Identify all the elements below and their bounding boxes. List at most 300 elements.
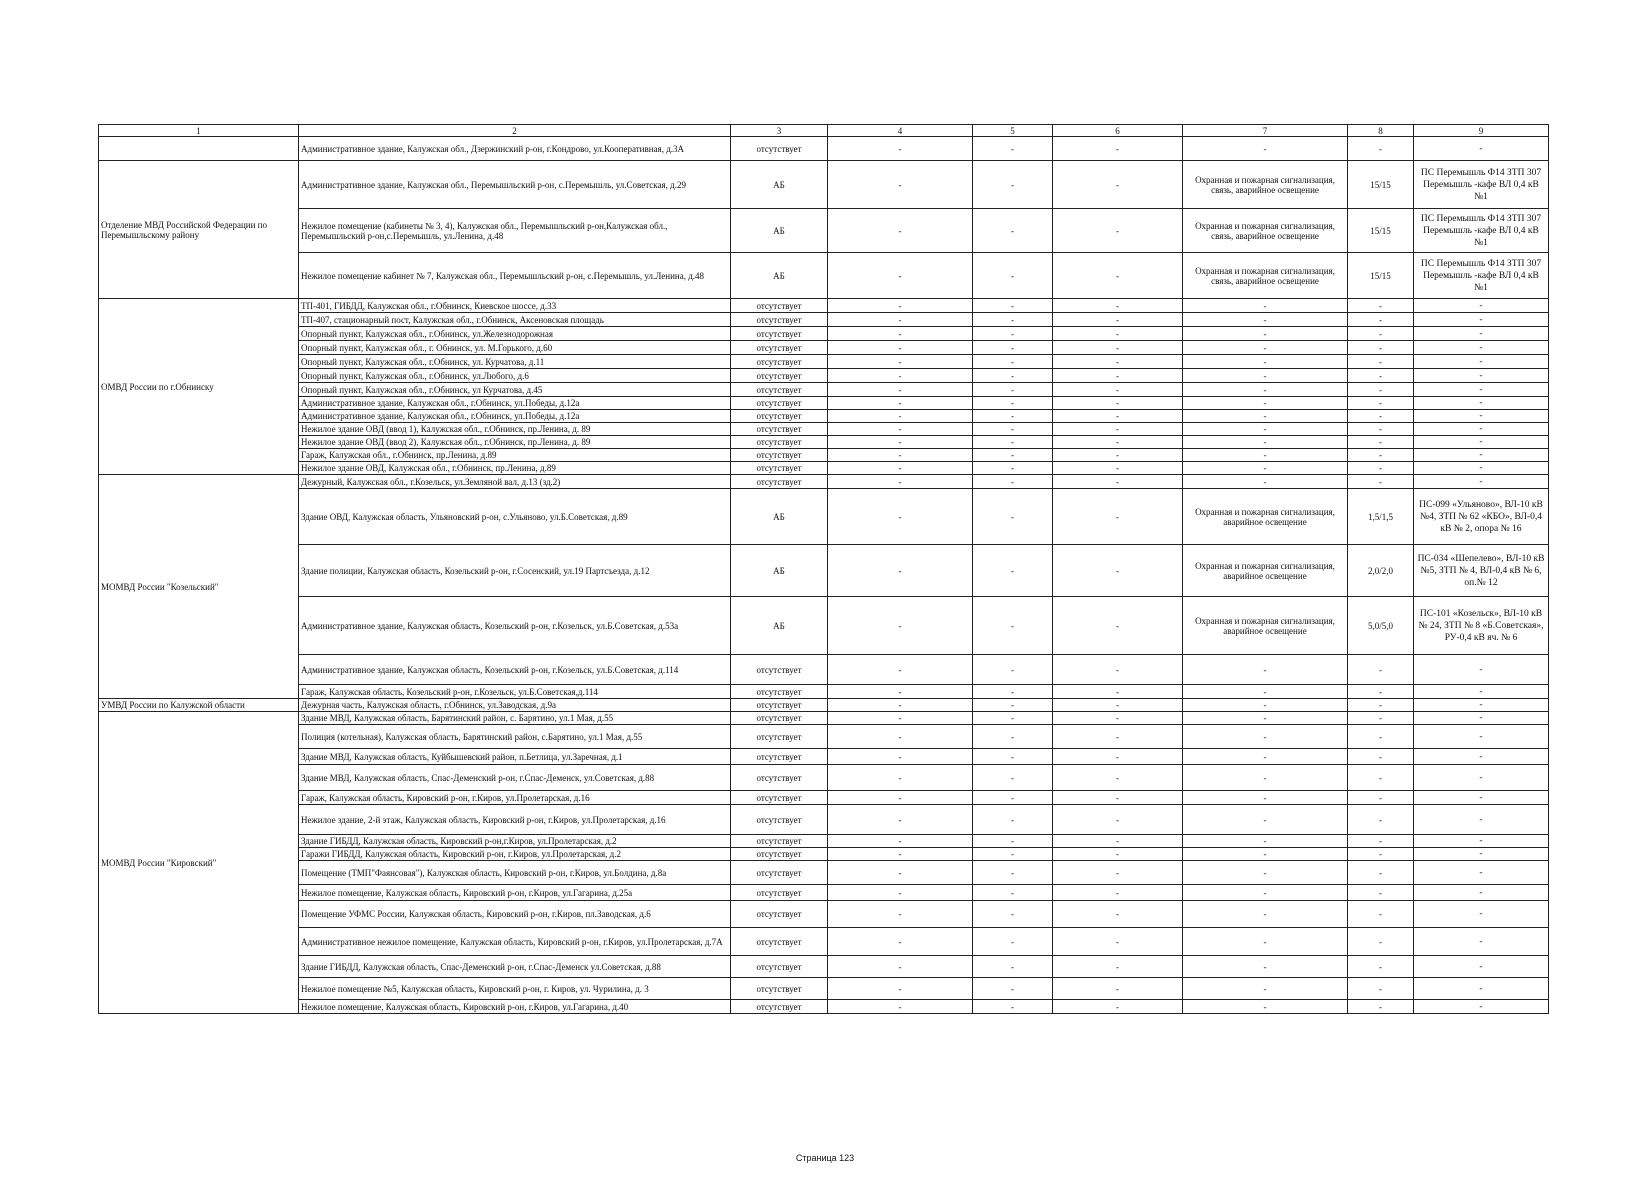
col9-cell: -: [1414, 712, 1549, 725]
address-cell: Помещение (ТМП"Фаянсовая"), Калужская область, Кировский р-он, г.Киров, ул.Болдина, д.8а: [299, 861, 731, 885]
address-cell: Опорный пункт, Калужская обл., г.Обнинск, ул.Железнодорожная: [299, 327, 731, 341]
col7-cell: -: [1183, 685, 1348, 699]
col6-cell: -: [1053, 901, 1183, 928]
col8-cell: -: [1348, 848, 1414, 861]
col3-cell: АБ: [731, 489, 828, 545]
table-row: [99, 725, 1549, 749]
col4-cell: -: [828, 423, 973, 436]
col6-cell: -: [1053, 597, 1183, 655]
table-row: [99, 885, 1549, 901]
col6-cell: -: [1053, 835, 1183, 848]
col6-cell: -: [1053, 137, 1183, 161]
col3-cell: АБ: [731, 209, 828, 253]
address-cell: Нежилое здание ОВД (ввод 1), Калужская обл., г.Обнинск, пр.Ленина, д. 89: [299, 423, 731, 436]
col4-cell: -: [828, 545, 973, 597]
col4-cell: -: [828, 137, 973, 161]
col5-cell: -: [973, 253, 1053, 299]
col6-cell: -: [1053, 861, 1183, 885]
address-cell: Административное здание, Калужская область, Козельский р-он, г.Козельск, ул.Б.Советская, д.53а: [299, 597, 731, 655]
col8-cell: -: [1348, 369, 1414, 383]
col9-cell: -: [1414, 137, 1549, 161]
col6-cell: -: [1053, 161, 1183, 209]
table-row: [99, 475, 1549, 489]
col7-cell: -: [1183, 383, 1348, 397]
col5-cell: -: [973, 545, 1053, 597]
table-row: [99, 299, 1549, 313]
col7-cell: -: [1183, 725, 1348, 749]
col5-cell: -: [973, 901, 1053, 928]
col3-cell: отсутствует: [731, 805, 828, 835]
col3-cell: отсутствует: [731, 475, 828, 489]
column-header: 2: [299, 125, 731, 137]
col7-cell: -: [1183, 397, 1348, 410]
col3-cell: отсутствует: [731, 699, 828, 712]
col7-cell: -: [1183, 655, 1348, 685]
col4-cell: -: [828, 341, 973, 355]
address-cell: Здание ГИБДД, Калужская область, Спас-Деменский р-он, г.Спас-Деменск ул.Советская, д.88: [299, 956, 731, 978]
table-row: [99, 489, 1549, 545]
address-cell: Опорный пункт, Калужская обл., г. Обнинск, ул. М.Горького, д.60: [299, 341, 731, 355]
department-cell: [99, 137, 299, 161]
address-cell: Административное здание, Калужская обл., Дзержинский р-он, г.Кондрово, ул.Кооперативная, д.3А: [299, 137, 731, 161]
col4-cell: -: [828, 791, 973, 805]
col3-cell: отсутствует: [731, 848, 828, 861]
col4-cell: -: [828, 699, 973, 712]
col5-cell: -: [973, 597, 1053, 655]
table-row: [99, 209, 1549, 253]
col5-cell: -: [973, 423, 1053, 436]
data-table: [98, 124, 1549, 1014]
col3-cell: отсутствует: [731, 901, 828, 928]
col6-cell: -: [1053, 462, 1183, 475]
table-row: [99, 848, 1549, 861]
col5-cell: -: [973, 137, 1053, 161]
col8-cell: -: [1348, 423, 1414, 436]
col5-cell: -: [973, 355, 1053, 369]
col9-cell: -: [1414, 462, 1549, 475]
col3-cell: отсутствует: [731, 397, 828, 410]
col7-cell: Охранная и пожарная сигнализация, аварийное освещение: [1183, 545, 1348, 597]
col6-cell: -: [1053, 956, 1183, 978]
address-cell: Нежилое здание ОВД (ввод 2), Калужская обл., г.Обнинск, пр.Ленина, д. 89: [299, 436, 731, 449]
col7-cell: -: [1183, 369, 1348, 383]
table-row: [99, 956, 1549, 978]
col3-cell: отсутствует: [731, 299, 828, 313]
col3-cell: отсутствует: [731, 423, 828, 436]
col8-cell: -: [1348, 462, 1414, 475]
col9-cell: -: [1414, 410, 1549, 423]
col9-cell: -: [1414, 791, 1549, 805]
col3-cell: отсутствует: [731, 137, 828, 161]
col6-cell: -: [1053, 699, 1183, 712]
col6-cell: -: [1053, 299, 1183, 313]
col8-cell: 1,5/1,5: [1348, 489, 1414, 545]
col4-cell: -: [828, 725, 973, 749]
address-cell: Гаражи ГИБДД, Калужская область, Кировский р-он, г.Киров, ул.Пролетарская, д.2: [299, 848, 731, 861]
col7-cell: -: [1183, 749, 1348, 765]
col7-cell: -: [1183, 299, 1348, 313]
col8-cell: -: [1348, 805, 1414, 835]
col5-cell: -: [973, 712, 1053, 725]
col3-cell: отсутствует: [731, 685, 828, 699]
col8-cell: -: [1348, 928, 1414, 956]
address-cell: Административное здание, Калужская обл., г.Обнинск, ул.Победы, д.12а: [299, 397, 731, 410]
col4-cell: -: [828, 835, 973, 848]
table-row: [99, 685, 1549, 699]
col6-cell: -: [1053, 791, 1183, 805]
col6-cell: -: [1053, 848, 1183, 861]
col9-cell: -: [1414, 655, 1549, 685]
col9-cell: -: [1414, 383, 1549, 397]
address-cell: Гараж, Калужская область, Кировский р-он, г.Киров, ул.Пролетарская, д.16: [299, 791, 731, 805]
col3-cell: отсутствует: [731, 861, 828, 885]
col4-cell: -: [828, 928, 973, 956]
col3-cell: отсутствует: [731, 928, 828, 956]
department-cell: МОМВД России "Козельский": [99, 475, 299, 699]
col8-cell: 15/15: [1348, 253, 1414, 299]
col4-cell: -: [828, 475, 973, 489]
col4-cell: -: [828, 209, 973, 253]
col5-cell: -: [973, 805, 1053, 835]
col8-cell: -: [1348, 299, 1414, 313]
col8-cell: -: [1348, 397, 1414, 410]
table-row: [99, 355, 1549, 369]
table-row: [99, 765, 1549, 791]
col8-cell: 5,0/5,0: [1348, 597, 1414, 655]
col9-cell: -: [1414, 699, 1549, 712]
col8-cell: 15/15: [1348, 209, 1414, 253]
col4-cell: -: [828, 313, 973, 327]
col9-cell: ПС Перемышль Ф14 ЗТП 307 Перемышль -кафе ВЛ 0,4 кВ №1: [1414, 209, 1549, 253]
col6-cell: -: [1053, 327, 1183, 341]
col3-cell: отсутствует: [731, 449, 828, 462]
col7-cell: -: [1183, 978, 1348, 1000]
address-cell: Здание ОВД, Калужская область, Ульяновский р-он, с.Ульяново, ул.Б.Советская, д.89: [299, 489, 731, 545]
col4-cell: -: [828, 1000, 973, 1014]
col7-cell: -: [1183, 410, 1348, 423]
col9-cell: -: [1414, 436, 1549, 449]
col5-cell: -: [973, 791, 1053, 805]
table-row: [99, 712, 1549, 725]
col8-cell: -: [1348, 1000, 1414, 1014]
department-cell: Отделение МВД Российской Федерации по Перемышльскому району: [99, 161, 299, 299]
col3-cell: отсутствует: [731, 765, 828, 791]
address-cell: Нежилое здание ОВД, Калужская обл., г.Обнинск, пр.Ленина, д.89: [299, 462, 731, 475]
col4-cell: -: [828, 655, 973, 685]
col7-cell: -: [1183, 1000, 1348, 1014]
col3-cell: отсутствует: [731, 327, 828, 341]
address-cell: Здание МВД, Калужская область, Барятинский район, с. Барятино, ул.1 Мая, д.55: [299, 712, 731, 725]
table-row: [99, 313, 1549, 327]
col6-cell: -: [1053, 341, 1183, 355]
col7-cell: Охранная и пожарная сигнализация, связь, аварийное освещение: [1183, 209, 1348, 253]
col4-cell: -: [828, 410, 973, 423]
table-row: [99, 397, 1549, 410]
col5-cell: -: [973, 341, 1053, 355]
col8-cell: -: [1348, 749, 1414, 765]
col8-cell: -: [1348, 355, 1414, 369]
table-row: [99, 253, 1549, 299]
col4-cell: -: [828, 327, 973, 341]
col8-cell: -: [1348, 449, 1414, 462]
col4-cell: -: [828, 436, 973, 449]
col4-cell: -: [828, 749, 973, 765]
col7-cell: -: [1183, 956, 1348, 978]
col8-cell: -: [1348, 791, 1414, 805]
col8-cell: -: [1348, 835, 1414, 848]
col5-cell: -: [973, 436, 1053, 449]
table-row: [99, 545, 1549, 597]
address-cell: ТП-407, стационарный пост, Калужская обл., г.Обнинск, Аксеновская площадь: [299, 313, 731, 327]
col8-cell: -: [1348, 436, 1414, 449]
col7-cell: -: [1183, 449, 1348, 462]
col5-cell: -: [973, 928, 1053, 956]
col4-cell: -: [828, 685, 973, 699]
table-row: [99, 805, 1549, 835]
col9-cell: -: [1414, 369, 1549, 383]
address-cell: Дежурный, Калужская обл., г.Козельск, ул.Земляной вал, д.13 (зд.2): [299, 475, 731, 489]
col4-cell: -: [828, 397, 973, 410]
table-row: [99, 699, 1549, 712]
col5-cell: -: [973, 489, 1053, 545]
table-body: [99, 137, 1549, 1014]
col5-cell: -: [973, 397, 1053, 410]
col9-cell: -: [1414, 861, 1549, 885]
col9-cell: -: [1414, 423, 1549, 436]
col5-cell: -: [973, 835, 1053, 848]
col7-cell: -: [1183, 901, 1348, 928]
col9-cell: -: [1414, 805, 1549, 835]
column-header: 6: [1053, 125, 1183, 137]
col9-cell: -: [1414, 685, 1549, 699]
col8-cell: 2,0/2,0: [1348, 545, 1414, 597]
col8-cell: -: [1348, 383, 1414, 397]
col6-cell: -: [1053, 369, 1183, 383]
col8-cell: -: [1348, 978, 1414, 1000]
col7-cell: -: [1183, 848, 1348, 861]
col3-cell: АБ: [731, 545, 828, 597]
col8-cell: 15/15: [1348, 161, 1414, 209]
table-row: [99, 655, 1549, 685]
table-row: [99, 791, 1549, 805]
col3-cell: отсутствует: [731, 725, 828, 749]
col4-cell: -: [828, 369, 973, 383]
col6-cell: -: [1053, 449, 1183, 462]
col6-cell: -: [1053, 423, 1183, 436]
col6-cell: -: [1053, 410, 1183, 423]
col8-cell: -: [1348, 699, 1414, 712]
col4-cell: -: [828, 449, 973, 462]
col3-cell: АБ: [731, 597, 828, 655]
col4-cell: -: [828, 355, 973, 369]
address-cell: Опорный пункт, Калужская обл., г.Обнинск, ул. Курчатова, д.11: [299, 355, 731, 369]
col8-cell: -: [1348, 956, 1414, 978]
col5-cell: -: [973, 161, 1053, 209]
col3-cell: АБ: [731, 253, 828, 299]
col6-cell: -: [1053, 383, 1183, 397]
address-cell: Нежилое помещение №5, Калужская область, Кировский р-он, г. Киров, ул. Чурилина, д. 3: [299, 978, 731, 1000]
col9-cell: -: [1414, 1000, 1549, 1014]
col9-cell: -: [1414, 835, 1549, 848]
col4-cell: -: [828, 597, 973, 655]
col6-cell: -: [1053, 436, 1183, 449]
column-header: 5: [973, 125, 1053, 137]
department-cell: МОМВД России "Кировский": [99, 712, 299, 1014]
col5-cell: -: [973, 299, 1053, 313]
col4-cell: -: [828, 901, 973, 928]
col7-cell: -: [1183, 861, 1348, 885]
col6-cell: -: [1053, 655, 1183, 685]
table-row: [99, 410, 1549, 423]
col7-cell: -: [1183, 885, 1348, 901]
column-header: 8: [1348, 125, 1414, 137]
col3-cell: отсутствует: [731, 355, 828, 369]
col6-cell: -: [1053, 712, 1183, 725]
col6-cell: -: [1053, 1000, 1183, 1014]
table-row: [99, 978, 1549, 1000]
col7-cell: -: [1183, 699, 1348, 712]
col7-cell: -: [1183, 462, 1348, 475]
col5-cell: -: [973, 749, 1053, 765]
col7-cell: Охранная и пожарная сигнализация, аварийное освещение: [1183, 597, 1348, 655]
address-cell: Нежилое помещение (кабинеты № 3, 4), Калужская обл., Перемышльский р-он,Калужская обл., Перемышльский р-он,с.Перемышль, ул.Ленина, д.48: [299, 209, 731, 253]
col6-cell: -: [1053, 475, 1183, 489]
col3-cell: отсутствует: [731, 712, 828, 725]
col5-cell: -: [973, 209, 1053, 253]
col4-cell: -: [828, 253, 973, 299]
col7-cell: -: [1183, 423, 1348, 436]
table-row: [99, 928, 1549, 956]
address-cell: Административное здание, Калужская область, Козельский р-он, г.Козельск, ул.Б.Советская, д.114: [299, 655, 731, 685]
col7-cell: -: [1183, 327, 1348, 341]
address-cell: Административное нежилое помещение, Калужская область, Кировский р-он, г.Киров, ул.Пролетарская, д.7А: [299, 928, 731, 956]
col5-cell: -: [973, 327, 1053, 341]
table-row: [99, 383, 1549, 397]
col6-cell: -: [1053, 545, 1183, 597]
col4-cell: -: [828, 861, 973, 885]
col5-cell: -: [973, 699, 1053, 712]
col7-cell: -: [1183, 791, 1348, 805]
col5-cell: -: [973, 462, 1053, 475]
col5-cell: -: [973, 765, 1053, 791]
table-row: [99, 861, 1549, 885]
col9-cell: -: [1414, 765, 1549, 791]
col3-cell: отсутствует: [731, 341, 828, 355]
col3-cell: отсутствует: [731, 462, 828, 475]
col3-cell: отсутствует: [731, 410, 828, 423]
address-cell: Гараж, Калужская область, Козельский р-он, г.Козельск, ул.Б.Советская,д.114: [299, 685, 731, 699]
col5-cell: -: [973, 313, 1053, 327]
column-header: 4: [828, 125, 973, 137]
col4-cell: -: [828, 848, 973, 861]
col4-cell: -: [828, 299, 973, 313]
col5-cell: -: [973, 369, 1053, 383]
table-row: [99, 137, 1549, 161]
col7-cell: -: [1183, 341, 1348, 355]
col4-cell: -: [828, 885, 973, 901]
department-cell: ОМВД России по г.Обнинску: [99, 299, 299, 475]
col9-cell: ПС-101 «Козельск», ВЛ-10 кВ № 24, ЗТП № 8 «Б.Советская», РУ-0,4 кВ яч. № 6: [1414, 597, 1549, 655]
col9-cell: -: [1414, 299, 1549, 313]
address-cell: Дежурная часть, Калужская область, г.Обнинск, ул.Заводская, д.9а: [299, 699, 731, 712]
address-cell: ТП-401, ГИБДД, Калужская обл., г.Обнинск, Киевское шоссе, д.33: [299, 299, 731, 313]
col7-cell: -: [1183, 355, 1348, 369]
col9-cell: -: [1414, 397, 1549, 410]
col6-cell: -: [1053, 928, 1183, 956]
col8-cell: -: [1348, 901, 1414, 928]
col6-cell: -: [1053, 765, 1183, 791]
col7-cell: -: [1183, 137, 1348, 161]
table-row: [99, 597, 1549, 655]
address-cell: Нежилое здание, 2-й этаж, Калужская область, Кировский р-он, г.Киров, ул.Пролетарская, д.16: [299, 805, 731, 835]
col5-cell: -: [973, 848, 1053, 861]
page-number: Страница 123: [795, 1153, 855, 1163]
col3-cell: отсутствует: [731, 956, 828, 978]
col8-cell: -: [1348, 341, 1414, 355]
col6-cell: -: [1053, 355, 1183, 369]
col5-cell: -: [973, 655, 1053, 685]
table-row: [99, 901, 1549, 928]
col5-cell: -: [973, 449, 1053, 462]
col5-cell: -: [973, 410, 1053, 423]
document-page: [98, 124, 1548, 1014]
col4-cell: -: [828, 956, 973, 978]
address-cell: Здание МВД, Калужская область, Спас-Деменский р-он, г.Спас-Деменск, ул.Советская, д.88: [299, 765, 731, 791]
col4-cell: -: [828, 712, 973, 725]
table-row: [99, 1000, 1549, 1014]
col9-cell: ПС-099 «Ульяново», ВЛ-10 кВ №4, ЗТП № 62 «КБО», ВЛ-0,4 кВ № 2, опора № 16: [1414, 489, 1549, 545]
column-number-row: [99, 125, 1549, 137]
col7-cell: Охранная и пожарная сигнализация, аварийное освещение: [1183, 489, 1348, 545]
col6-cell: -: [1053, 313, 1183, 327]
col4-cell: -: [828, 462, 973, 475]
col3-cell: отсутствует: [731, 885, 828, 901]
col9-cell: -: [1414, 313, 1549, 327]
col9-cell: ПС Перемышль Ф14 ЗТП 307 Перемышль -кафе ВЛ 0,4 кВ №1: [1414, 253, 1549, 299]
col8-cell: -: [1348, 712, 1414, 725]
col9-cell: -: [1414, 355, 1549, 369]
col6-cell: -: [1053, 489, 1183, 545]
department-cell: УМВД России по Калужской области: [99, 699, 299, 712]
col9-cell: -: [1414, 449, 1549, 462]
table-row: [99, 423, 1549, 436]
col9-cell: -: [1414, 327, 1549, 341]
col9-cell: -: [1414, 725, 1549, 749]
col7-cell: -: [1183, 805, 1348, 835]
col5-cell: -: [973, 861, 1053, 885]
col4-cell: -: [828, 383, 973, 397]
col3-cell: отсутствует: [731, 369, 828, 383]
table-row: [99, 749, 1549, 765]
col7-cell: Охранная и пожарная сигнализация, связь, аварийное освещение: [1183, 161, 1348, 209]
col9-cell: -: [1414, 848, 1549, 861]
col3-cell: отсутствует: [731, 436, 828, 449]
table-row: [99, 436, 1549, 449]
col9-cell: -: [1414, 901, 1549, 928]
col5-cell: -: [973, 978, 1053, 1000]
col3-cell: отсутствует: [731, 383, 828, 397]
col5-cell: -: [973, 685, 1053, 699]
col8-cell: -: [1348, 137, 1414, 161]
col5-cell: -: [973, 383, 1053, 397]
col6-cell: -: [1053, 397, 1183, 410]
col6-cell: -: [1053, 253, 1183, 299]
col9-cell: -: [1414, 978, 1549, 1000]
address-cell: Здание МВД, Калужская область, Куйбышевский район, п.Бетлица, ул.Заречная, д.1: [299, 749, 731, 765]
col7-cell: -: [1183, 835, 1348, 848]
address-cell: Нежилое помещение, Калужская область, Кировский р-он, г.Киров, ул.Гагарина, д.25а: [299, 885, 731, 901]
col8-cell: -: [1348, 410, 1414, 423]
